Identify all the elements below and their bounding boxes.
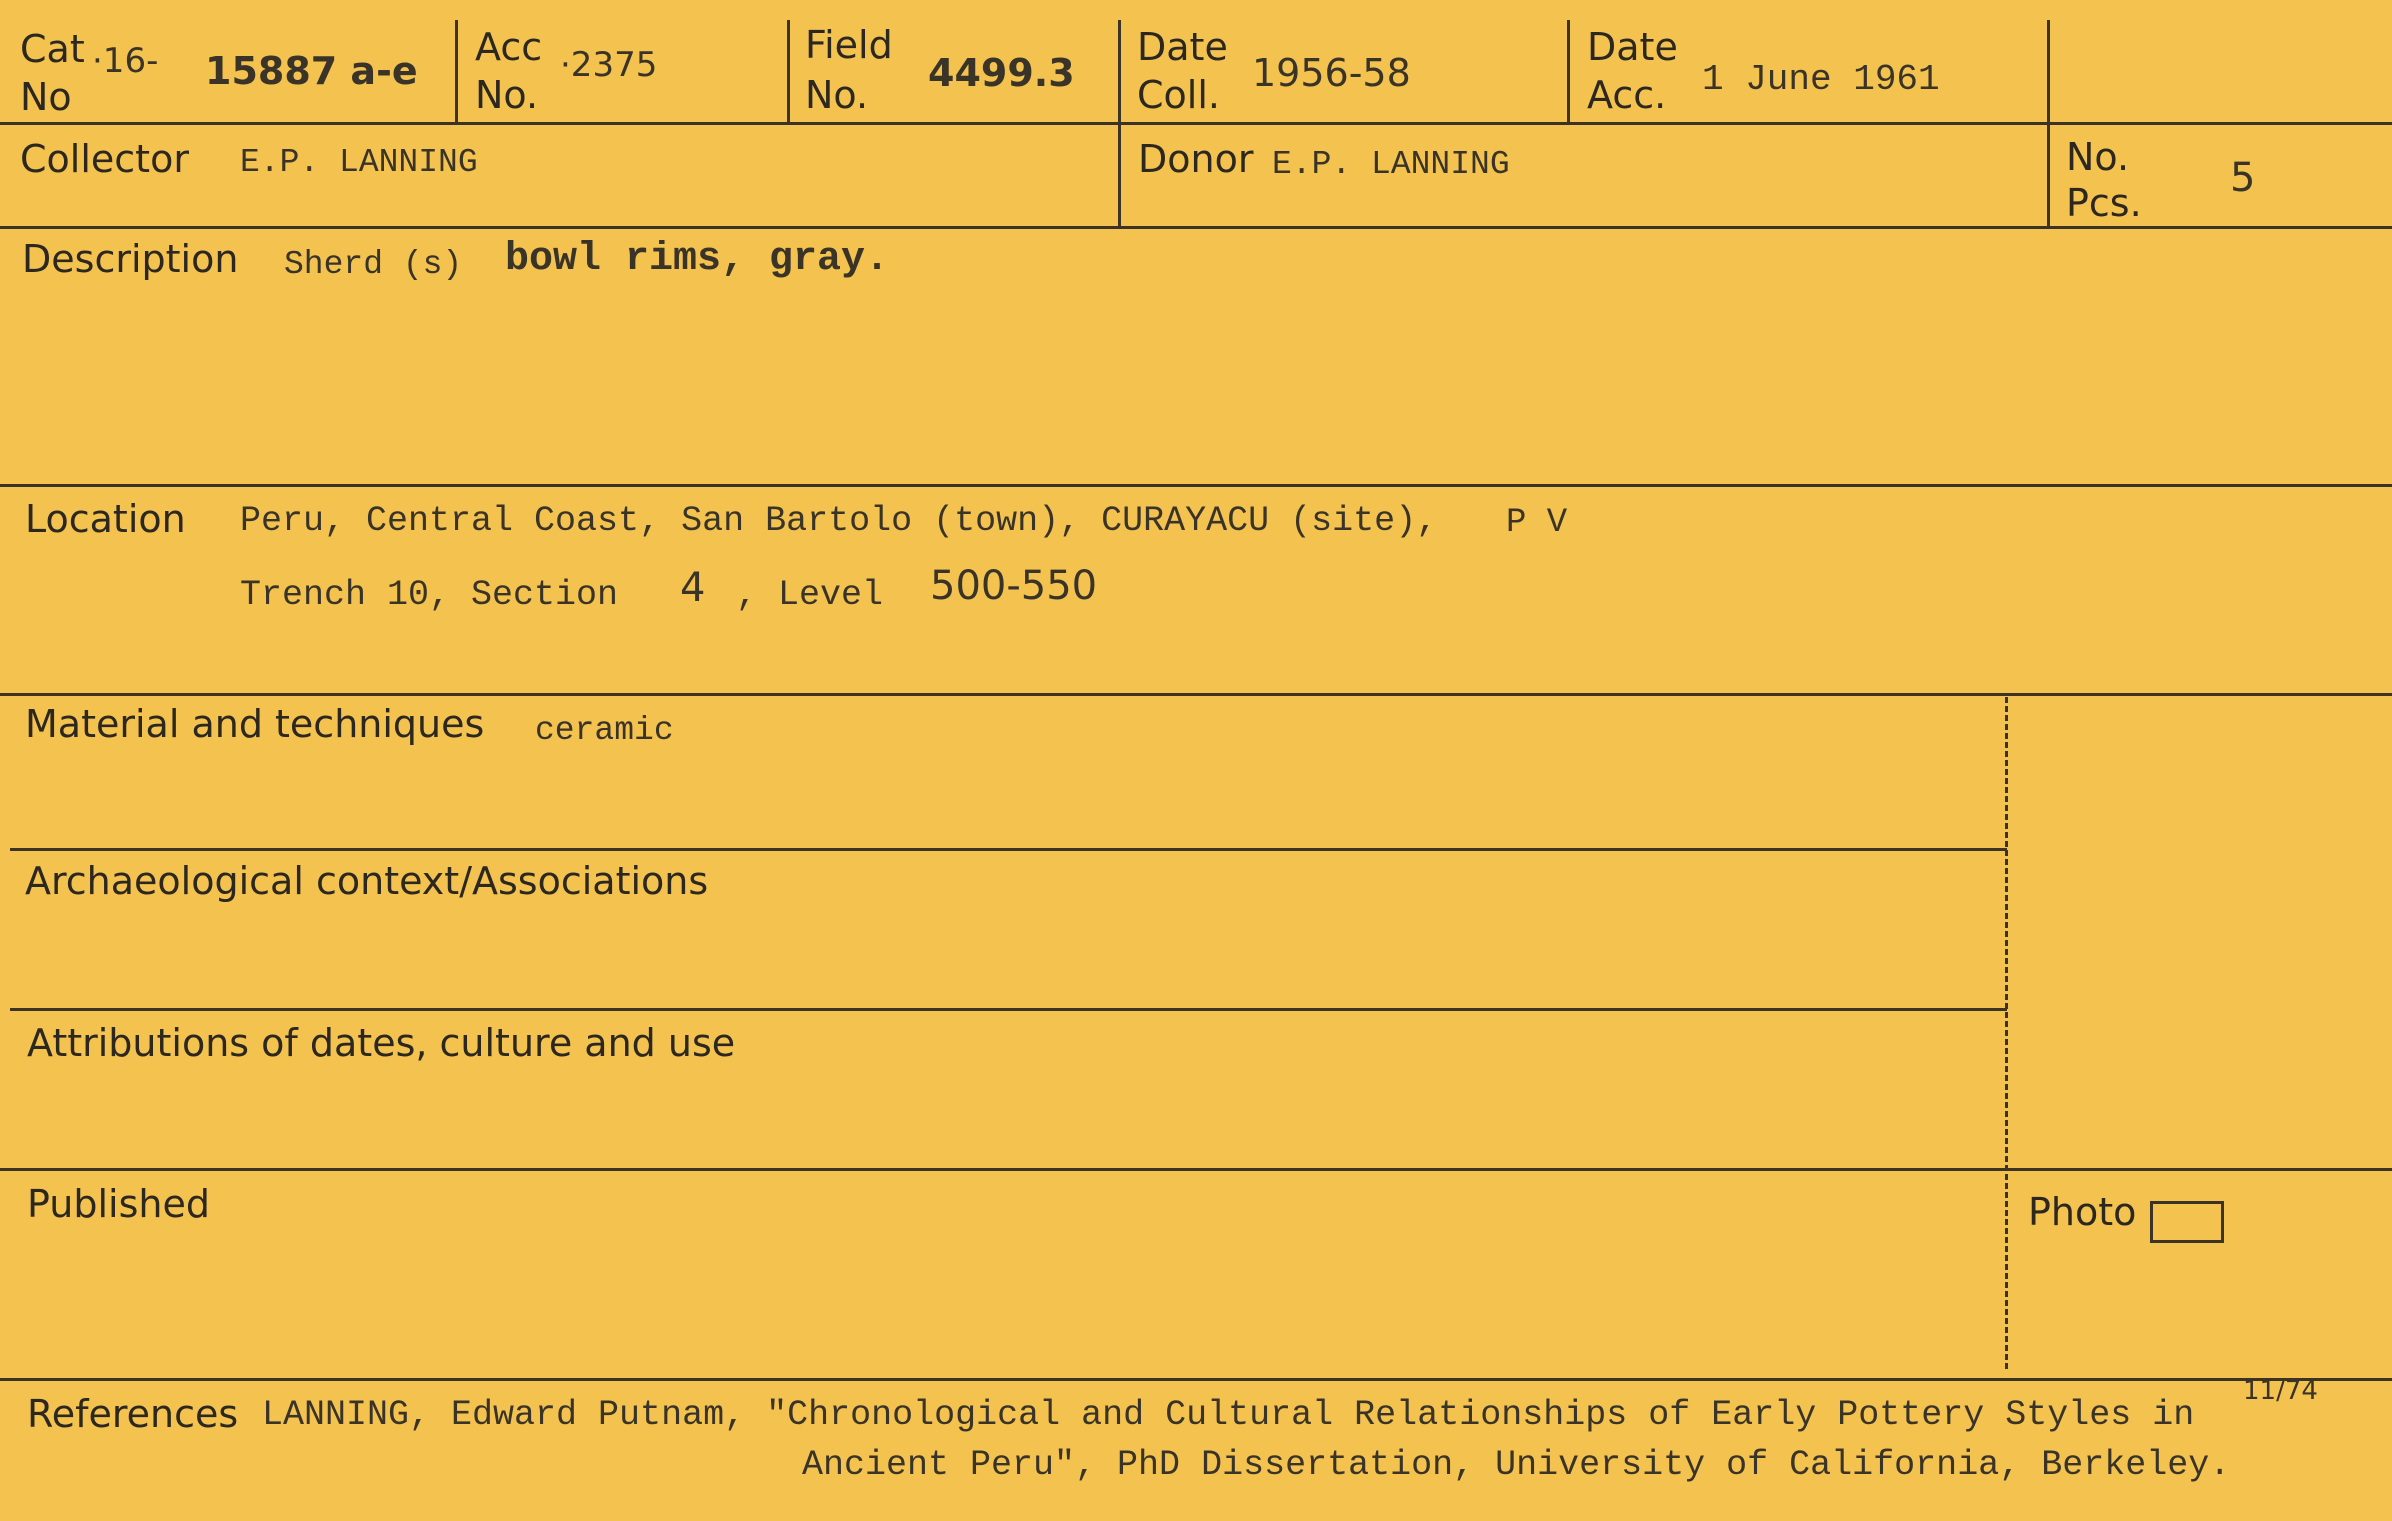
rule-collector <box>0 226 2392 229</box>
divider-field-date <box>1118 20 1121 227</box>
photo-column-divider <box>2005 697 2008 1369</box>
pieces-sub-label: Pcs. <box>2066 181 2142 225</box>
divider-date-date <box>1567 20 1570 122</box>
rule-attributions <box>0 1168 2392 1171</box>
description-prefix: Sherd (s) <box>284 246 463 283</box>
cat-number: 15887 a-e <box>205 49 418 93</box>
material-value: ceramic <box>535 712 674 749</box>
published-label: Published <box>27 1182 210 1226</box>
rule-location <box>0 693 2392 696</box>
date-collected: 1956-58 <box>1252 51 1411 95</box>
field-label: Field <box>805 23 893 67</box>
context-label: Archaeological context/Associations <box>25 859 709 903</box>
date-accessioned: 1 June 1961 <box>1702 59 1940 100</box>
date-coll-sub-label: Coll. <box>1137 73 1220 117</box>
attributions-label: Attributions of dates, culture and use <box>27 1021 736 1065</box>
description-label: Description <box>22 237 239 281</box>
description-value: bowl rims, gray. <box>505 237 890 282</box>
photo-checkbox <box>2150 1201 2224 1243</box>
divider-acc-field <box>787 20 790 122</box>
rule-published <box>0 1378 2392 1381</box>
field-number: 4499.3 <box>928 51 1075 95</box>
cat-prefix: ·16- <box>92 41 159 81</box>
references-label: References <box>27 1392 239 1436</box>
divider-cat-acc <box>455 20 458 122</box>
card-date: 11/74 <box>2243 1376 2318 1406</box>
location-label: Location <box>25 497 186 541</box>
rule-context <box>10 1008 2007 1011</box>
material-label: Material and techniques <box>25 702 485 746</box>
references-line2: Ancient Peru", PhD Dissertation, University of California, Berkeley. <box>802 1445 2231 1485</box>
donor-label: Donor <box>1138 137 1254 181</box>
acc-number: ·2375 <box>560 45 658 85</box>
location-trench: Trench 10, Section <box>240 575 619 615</box>
rule-header <box>0 122 2392 125</box>
field-no-label: No. <box>805 73 869 117</box>
date-coll-label: Date <box>1137 25 1228 69</box>
acc-no-label: No. <box>475 73 539 117</box>
location-line1-tail: P V <box>1506 504 1568 542</box>
location-line1: Peru, Central Coast, San Bartolo (town), CURAYACU (site), <box>240 501 1438 541</box>
pieces-count: 5 <box>2230 155 2256 201</box>
date-acc-sub-label: Acc. <box>1587 73 1667 117</box>
collector-label: Collector <box>20 137 189 181</box>
donor-value: E.P. LANNING <box>1272 146 1510 183</box>
collector-value: E.P. LANNING <box>240 144 478 181</box>
location-level: 500-550 <box>930 563 1098 609</box>
acc-label: Acc <box>475 25 543 69</box>
photo-label: Photo <box>2028 1190 2137 1234</box>
cat-no-label: No <box>20 75 72 119</box>
rule-description <box>0 484 2392 487</box>
pieces-label: No. <box>2066 135 2130 179</box>
cat-label: Cat <box>20 27 85 71</box>
location-section: 4 <box>680 565 706 611</box>
date-acc-label: Date <box>1587 25 1678 69</box>
rule-material <box>10 848 2007 851</box>
divider-date-pcs <box>2047 20 2050 227</box>
references-line1: LANNING, Edward Putnam, "Chronological and Cultural Relationships of Early Pottery Styles in <box>262 1395 2195 1435</box>
location-level-label: , Level <box>736 575 884 615</box>
